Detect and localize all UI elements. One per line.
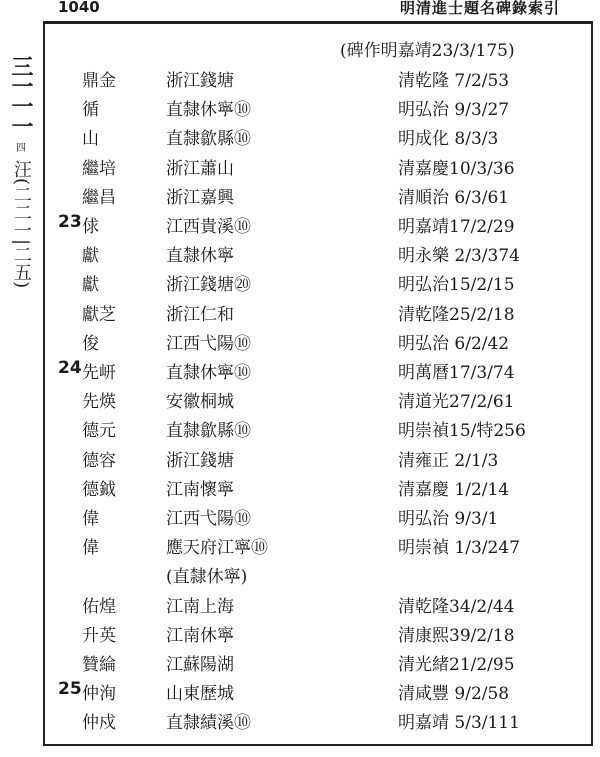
entry-row — [0, 562, 600, 592]
degree-date: 清嘉慶 1/2/14 — [398, 479, 510, 500]
place-of-origin: 直隸歙縣⑩ — [166, 421, 251, 442]
place-of-origin: 直隸休寧⑩ — [166, 363, 251, 383]
frame-top-rule — [43, 21, 593, 24]
given-name: 循 — [82, 100, 99, 121]
entry-row — [0, 183, 600, 213]
given-name: 獻 — [82, 275, 99, 296]
place-of-origin: 浙江蕭山 — [166, 158, 234, 179]
entry-number: 23 — [58, 212, 82, 232]
degree-date: 清乾隆 7/2/53 — [398, 71, 510, 91]
place-of-origin: 江南懷寧 — [166, 479, 234, 500]
entry-row — [0, 124, 600, 154]
entry-number: 25 — [58, 679, 82, 700]
degree-date: 明成化 8/3/3 — [398, 129, 499, 150]
place-of-origin: 安徽桐城 — [166, 392, 234, 413]
entry-row — [0, 446, 600, 476]
place-of-origin: 江西貴溪⑩ — [166, 217, 251, 237]
place-of-origin: 浙江錢塘 — [166, 450, 234, 471]
place-of-origin: 浙江錢塘 — [166, 71, 234, 91]
place-of-origin: 江蘇陽湖 — [166, 655, 234, 675]
place-of-origin: 直隸休寧 — [166, 246, 234, 267]
running-title: 明清進士題名碑錄索引 — [399, 0, 560, 17]
degree-date: 明嘉靖 5/3/111 — [398, 713, 520, 734]
given-name: 鼎金 — [82, 71, 116, 91]
given-name: 德元 — [82, 421, 116, 442]
entry-row — [0, 504, 600, 534]
given-name: 偉 — [82, 538, 99, 559]
entry-row — [0, 650, 600, 680]
entry-row — [0, 592, 600, 622]
degree-date: 明永樂 2/3/374 — [398, 246, 520, 267]
degree-date: 明弘治 6/2/42 — [398, 333, 510, 354]
degree-date: 明弘治15/2/15 — [398, 275, 515, 296]
degree-date: 清乾隆34/2/44 — [398, 596, 515, 617]
side-code-sub: 四 — [16, 143, 26, 154]
place-of-origin: 浙江嘉興 — [166, 187, 234, 208]
degree-date: 明萬曆17/3/74 — [398, 363, 515, 383]
side-surname-label: 汪(二二一|二五) — [10, 160, 32, 289]
degree-date: 明弘治 9/3/1 — [398, 509, 499, 529]
place-of-origin: 江西弋陽⑩ — [166, 509, 251, 529]
degree-date: 清嘉慶10/3/36 — [398, 158, 515, 179]
side-code: 三一一一 — [8, 55, 34, 135]
given-name: 佑煌 — [82, 596, 116, 617]
given-name: 升英 — [82, 625, 116, 646]
place-of-origin: 直隸績溪⑩ — [166, 713, 251, 734]
given-name: 先煐 — [82, 392, 116, 413]
entry-row — [0, 241, 600, 271]
page-number: 1040 — [58, 0, 100, 16]
given-name: 仲戍 — [82, 713, 116, 734]
given-name: 獻芝 — [82, 304, 116, 325]
entry-row — [0, 475, 600, 505]
given-name: 先岍 — [82, 363, 116, 383]
degree-date: 清康熙39/2/18 — [398, 625, 515, 646]
given-name: 山 — [82, 129, 99, 150]
degree-date: 明弘治 9/3/27 — [398, 100, 510, 121]
degree-date: 清乾隆25/2/18 — [398, 304, 515, 325]
entry-row — [0, 95, 600, 125]
entry-row — [0, 66, 600, 96]
entry-number: 24 — [58, 358, 82, 378]
place-of-origin: 江南休寧 — [166, 625, 234, 646]
place-of-origin: 江南上海 — [166, 596, 234, 617]
degree-date: 清咸豐 9/2/58 — [398, 684, 510, 705]
entry-row — [0, 416, 600, 446]
place-of-origin: 山東歷城 — [166, 684, 234, 705]
degree-date: 明嘉靖17/2/29 — [398, 217, 515, 237]
given-name: 繼培 — [82, 158, 116, 179]
entry-row — [0, 679, 600, 709]
entry-row — [0, 270, 600, 300]
degree-date: 明崇禎 1/3/247 — [398, 538, 520, 559]
given-name: 仲洵 — [82, 684, 116, 705]
given-name: 偉 — [82, 509, 99, 529]
entry-row — [0, 154, 600, 184]
degree-date: 清順治 6/3/61 — [398, 187, 510, 208]
entry-row — [0, 533, 600, 563]
given-name: 俅 — [82, 217, 99, 237]
given-name: 繼昌 — [82, 187, 116, 208]
entry-row — [0, 358, 600, 388]
place-of-origin: 浙江錢塘⑳ — [166, 275, 251, 296]
entry-row — [0, 212, 600, 242]
degree-date: 清光緒21/2/95 — [398, 655, 515, 675]
entry-row — [0, 300, 600, 330]
degree-date: 清道光27/2/61 — [398, 392, 515, 413]
given-name: 俊 — [82, 333, 99, 354]
degree-date: 明崇禎15/特256 — [398, 421, 526, 442]
degree-date: 清雍正 2/1/3 — [398, 450, 499, 471]
place-of-origin: 直隸休寧⑩ — [166, 100, 251, 121]
given-name: 德鉞 — [82, 479, 116, 500]
given-name: 德容 — [82, 450, 116, 471]
entry-row — [0, 329, 600, 359]
note-line: (碑作明嘉靖23/3/175) — [340, 41, 515, 61]
entry-row — [0, 387, 600, 417]
entry-row — [0, 708, 600, 738]
place-of-origin: 應天府江寧⑩ — [166, 538, 268, 559]
entry-row — [0, 621, 600, 651]
given-name: 獻 — [82, 246, 99, 267]
place-of-origin: (直隸休寧) — [166, 567, 248, 588]
place-of-origin: 江西弋陽⑩ — [166, 333, 251, 354]
place-of-origin: 直隸歙縣⑩ — [166, 129, 251, 150]
given-name: 贊綸 — [82, 655, 116, 675]
place-of-origin: 浙江仁和 — [166, 304, 234, 325]
